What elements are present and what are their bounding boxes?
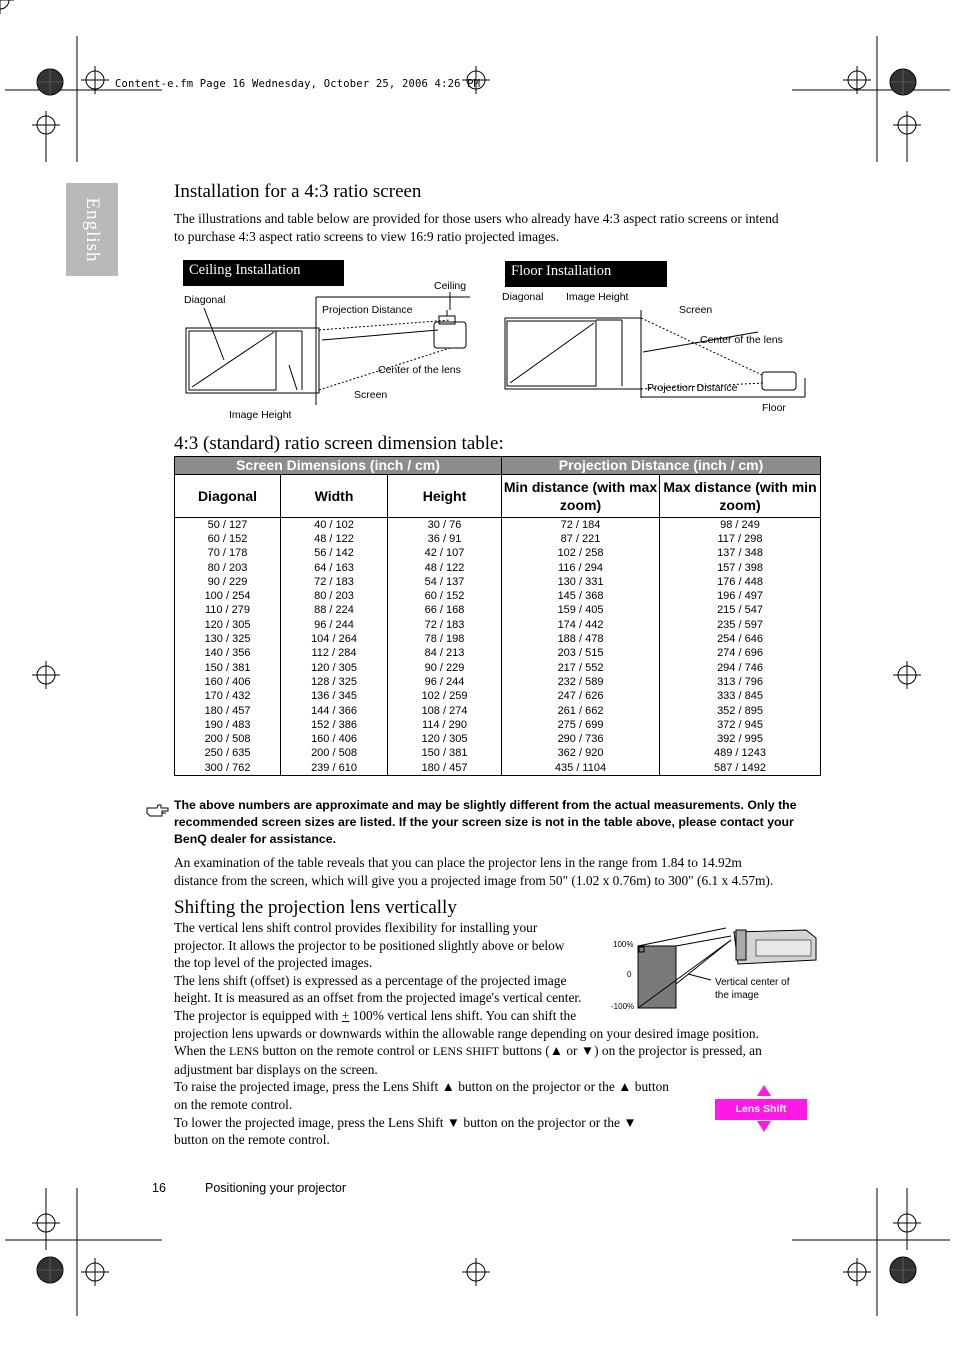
col-header-height: Height	[388, 475, 502, 518]
table-cell: 250 / 635	[175, 747, 281, 761]
table-cell: 145 / 368	[502, 589, 660, 603]
text-line: on the remote control.	[174, 1096, 293, 1112]
lens-shift-diagram	[606, 922, 820, 1017]
plus-minus-sign: +	[341, 1007, 350, 1023]
floor-installation-label: Floor Installation	[505, 261, 667, 287]
table-cell: 66 / 168	[388, 604, 502, 618]
table-cell: 372 / 945	[660, 718, 821, 732]
table-cell: 261 / 662	[502, 704, 660, 718]
table-cell: 104 / 264	[281, 632, 388, 646]
lens-shift-key-name: LENS SHIFT	[432, 1044, 500, 1059]
table-cell: 116 / 294	[502, 561, 660, 575]
table-cell: 235 / 597	[660, 618, 821, 632]
ceiling-diagonal-label: Diagonal	[184, 294, 226, 306]
table-cell: 110 / 279	[175, 604, 281, 618]
table-cell: 392 / 995	[660, 732, 821, 746]
section-title-dimension-table: 4:3 (standard) ratio screen dimension table:	[174, 433, 504, 454]
table-cell: 159 / 405	[502, 604, 660, 618]
floor-center-lens-label: Center of the lens	[700, 334, 783, 346]
table-cell: 84 / 213	[388, 647, 502, 661]
page-number: 16	[152, 1181, 166, 1195]
table-cell: 254 / 646	[660, 632, 821, 646]
text-span: buttons (	[502, 1043, 550, 1059]
table-row	[175, 561, 821, 575]
table-row	[175, 647, 821, 661]
up-arrow-icon: ▲	[441, 1079, 455, 1095]
table-cell: 176 / 448	[660, 575, 821, 589]
dimension-table	[174, 456, 821, 776]
table-row	[175, 575, 821, 589]
text-span: To lower the projected image, press the	[174, 1114, 385, 1130]
table-row	[175, 747, 821, 761]
table-cell: 300 / 762	[175, 761, 281, 776]
text-span: To raise the projected image, press the	[174, 1079, 380, 1095]
table-row	[175, 718, 821, 732]
table-cell: 136 / 345	[281, 690, 388, 704]
table-cell: 102 / 258	[502, 547, 660, 561]
text-span: button on the remote control or	[262, 1043, 430, 1059]
table-cell: 96 / 244	[281, 618, 388, 632]
floor-projection-distance-label: Projection Distance	[647, 382, 738, 394]
table-row	[175, 704, 821, 718]
section-title-lens-shift: Shifting the projection lens vertically	[174, 897, 457, 918]
lens-shift-key-name: Lens Shift	[382, 1079, 439, 1095]
table-cell: 247 / 626	[502, 690, 660, 704]
up-arrow-icon: ▲	[618, 1079, 632, 1095]
table-cell: 140 / 356	[175, 647, 281, 661]
text-span: or	[566, 1043, 578, 1059]
table-cell: 239 / 610	[281, 761, 388, 776]
table-cell: 54 / 137	[388, 575, 502, 589]
intro-line: to purchase 4:3 aspect ratio screens to view 16:9 ratio projected images.	[174, 229, 560, 244]
table-row	[175, 532, 821, 546]
table-cell: 36 / 91	[388, 532, 502, 546]
table-cell: 50 / 127	[175, 518, 281, 533]
up-arrow-icon: ▲	[549, 1043, 563, 1059]
file-header: Content-e.fm Page 16 Wednesday, October 25, 2006 4:26 PM	[115, 78, 481, 90]
intro-paragraph	[174, 210, 824, 246]
text-line	[174, 1078, 824, 1096]
table-cell: 98 / 249	[660, 518, 821, 533]
table-row	[175, 547, 821, 561]
table-row	[175, 618, 821, 632]
table-cell: 88 / 224	[281, 604, 388, 618]
table-cell: 72 / 183	[388, 618, 502, 632]
table-cell: 48 / 122	[281, 532, 388, 546]
table-row	[175, 604, 821, 618]
table-cell: 96 / 244	[388, 675, 502, 689]
table-cell: 196 / 497	[660, 589, 821, 603]
col-header-min-distance: Min distance (with max zoom)	[502, 475, 660, 518]
table-cell: 78 / 198	[388, 632, 502, 646]
table-cell: 72 / 184	[502, 518, 660, 533]
table-cell: 435 / 1104	[502, 761, 660, 776]
text-line: adjustment bar displays on the screen.	[174, 1061, 378, 1077]
shift-mid-pct: 0	[627, 970, 632, 979]
table-cell: 160 / 406	[175, 675, 281, 689]
table-cell: 114 / 290	[388, 718, 502, 732]
table-cell: 160 / 406	[281, 732, 388, 746]
pointing-hand-icon	[145, 800, 171, 818]
text-span: 100% vertical lens shift. You can shift the	[352, 1007, 577, 1023]
lens-shift-down-button[interactable]	[757, 1121, 771, 1132]
table-cell: 100 / 254	[175, 589, 281, 603]
table-cell: 120 / 305	[175, 618, 281, 632]
intro-line: The illustrations and table below are provided for those users who already have 4:3 aspect ratio screens or intend	[174, 211, 779, 226]
lens-shift-up-button[interactable]	[757, 1085, 771, 1096]
table-cell: 87 / 221	[502, 532, 660, 546]
examination-line: An examination of the table reveals that you can place the projector lens in the range from 1.84 to 14.92m	[174, 855, 742, 870]
ceiling-center-lens-label: Center of the lens	[378, 364, 461, 376]
lens-key-name: LENS	[229, 1044, 260, 1059]
floor-screen-label: Screen	[679, 304, 713, 316]
text-line: height. It is measured as an offset from the projected image's vertical center.	[174, 990, 582, 1006]
lens-shift-button[interactable]: Lens Shift	[715, 1099, 807, 1120]
ceiling-projection-distance-label: Projection Distance	[322, 304, 413, 316]
table-cell: 152 / 386	[281, 718, 388, 732]
table-cell: 60 / 152	[388, 589, 502, 603]
table-cell: 120 / 305	[281, 661, 388, 675]
text-line: button on the remote control.	[174, 1132, 330, 1148]
table-cell: 313 / 796	[660, 675, 821, 689]
table-cell: 102 / 259	[388, 690, 502, 704]
table-cell: 90 / 229	[175, 575, 281, 589]
table-row	[175, 589, 821, 603]
col-header-diagonal: Diagonal	[175, 475, 281, 518]
text-line: The vertical lens shift control provides flexibility for installing your	[174, 920, 538, 935]
table-cell: 90 / 229	[388, 661, 502, 675]
text-span: The projector is equipped with	[174, 1007, 339, 1023]
table-cell: 157 / 398	[660, 561, 821, 575]
table-cell: 200 / 508	[281, 747, 388, 761]
text-line	[174, 1042, 824, 1061]
table-row	[175, 732, 821, 746]
table-row	[175, 518, 821, 533]
table-row	[175, 690, 821, 704]
col-header-width: Width	[281, 475, 388, 518]
table-cell: 117 / 298	[660, 532, 821, 546]
down-arrow-icon: ▼	[446, 1114, 461, 1130]
footer-section-title: Positioning your projector	[205, 1181, 347, 1195]
group-header-projection: Projection Distance (inch / cm)	[502, 457, 821, 475]
examination-line: distance from the screen, which will give you a projected image from 50" (1.02 x 0.76m) to 300" (6.1 x 4.57m).	[174, 873, 774, 888]
group-header-screen: Screen Dimensions (inch / cm)	[175, 457, 502, 475]
down-arrow-icon: ▼	[623, 1114, 637, 1130]
down-arrow-icon: ▼	[580, 1043, 595, 1059]
table-cell: 190 / 483	[175, 718, 281, 732]
table-cell: 42 / 107	[388, 547, 502, 561]
table-cell: 352 / 895	[660, 704, 821, 718]
floor-diagonal-label: Diagonal	[502, 291, 544, 303]
shift-top-pct: 100%	[613, 940, 634, 949]
table-cell: 180 / 457	[388, 761, 502, 776]
text-line: the top level of the projected images.	[174, 955, 373, 971]
floor-image-height-label: Image Height	[566, 291, 629, 303]
lens-shift-key-name: Lens Shift	[388, 1114, 444, 1130]
table-cell: 56 / 142	[281, 547, 388, 561]
examination-paragraph	[174, 854, 824, 890]
table-cell: 144 / 366	[281, 704, 388, 718]
text-span: ) on the projector is pressed, an	[594, 1043, 762, 1059]
table-cell: 150 / 381	[388, 747, 502, 761]
table-body	[175, 518, 821, 776]
text-span: button	[634, 1079, 669, 1095]
table-row	[175, 675, 821, 689]
table-cell: 30 / 76	[388, 518, 502, 533]
table-cell: 70 / 178	[175, 547, 281, 561]
vertical-center-label: the image	[715, 990, 759, 1001]
table-cell: 174 / 442	[502, 618, 660, 632]
table-cell: 112 / 284	[281, 647, 388, 661]
table-cell: 60 / 152	[175, 532, 281, 546]
table-row	[175, 661, 821, 675]
floor-label: Floor	[762, 402, 786, 414]
table-cell: 120 / 305	[388, 732, 502, 746]
col-header-max-distance: Max distance (with min zoom)	[660, 475, 821, 518]
table-cell: 180 / 457	[175, 704, 281, 718]
text-line: The lens shift (offset) is expressed as a percentage of the projected image	[174, 972, 567, 988]
table-cell: 362 / 920	[502, 747, 660, 761]
ceiling-label: Ceiling	[434, 280, 467, 292]
table-cell: 170 / 432	[175, 690, 281, 704]
table-cell: 217 / 552	[502, 661, 660, 675]
ceiling-screen-label: Screen	[354, 389, 388, 401]
table-cell: 64 / 163	[281, 561, 388, 575]
vertical-center-label: Vertical center of	[715, 977, 790, 988]
table-cell: 203 / 515	[502, 647, 660, 661]
text-span: When the	[174, 1043, 226, 1059]
table-cell: 215 / 547	[660, 604, 821, 618]
table-cell: 137 / 348	[660, 547, 821, 561]
ceiling-image-height-label: Image Height	[229, 409, 292, 421]
table-cell: 232 / 589	[502, 675, 660, 689]
table-row	[175, 761, 821, 776]
text-line: projector. It allows the projector to be positioned slightly above or below	[174, 937, 565, 953]
table-cell: 188 / 478	[502, 632, 660, 646]
text-line: projection lens upwards or downwards within the allowable range depending on your desired image position.	[174, 1025, 759, 1041]
table-cell: 333 / 845	[660, 690, 821, 704]
table-cell: 275 / 699	[502, 718, 660, 732]
shift-bottom-pct: -100%	[611, 1002, 635, 1011]
table-row	[175, 632, 821, 646]
text-span: button on the projector or the	[458, 1079, 615, 1095]
section-title-installation: Installation for a 4:3 ratio screen	[174, 181, 422, 202]
table-cell: 294 / 746	[660, 661, 821, 675]
table-cell: 290 / 736	[502, 732, 660, 746]
table-cell: 128 / 325	[281, 675, 388, 689]
table-cell: 40 / 102	[281, 518, 388, 533]
table-cell: 80 / 203	[281, 589, 388, 603]
language-tab	[66, 183, 118, 276]
text-span: button on the projector or the	[463, 1114, 620, 1130]
ceiling-installation-label: Ceiling Installation	[183, 260, 344, 286]
table-cell: 48 / 122	[388, 561, 502, 575]
table-cell: 108 / 274	[388, 704, 502, 718]
table-cell: 72 / 183	[281, 575, 388, 589]
table-cell: 274 / 696	[660, 647, 821, 661]
language-tab-label: English	[82, 196, 103, 263]
table-cell: 130 / 331	[502, 575, 660, 589]
table-cell: 489 / 1243	[660, 747, 821, 761]
note-text: The above numbers are approximate and may be slightly different from the actual measurements. Only the recommended screen sizes are listed. If the your screen size is not in the table above, please contact your BenQ dealer for assistance.	[174, 798, 797, 846]
table-cell: 130 / 325	[175, 632, 281, 646]
table-cell: 587 / 1492	[660, 761, 821, 776]
table-cell: 80 / 203	[175, 561, 281, 575]
table-cell: 150 / 381	[175, 661, 281, 675]
table-cell: 200 / 508	[175, 732, 281, 746]
